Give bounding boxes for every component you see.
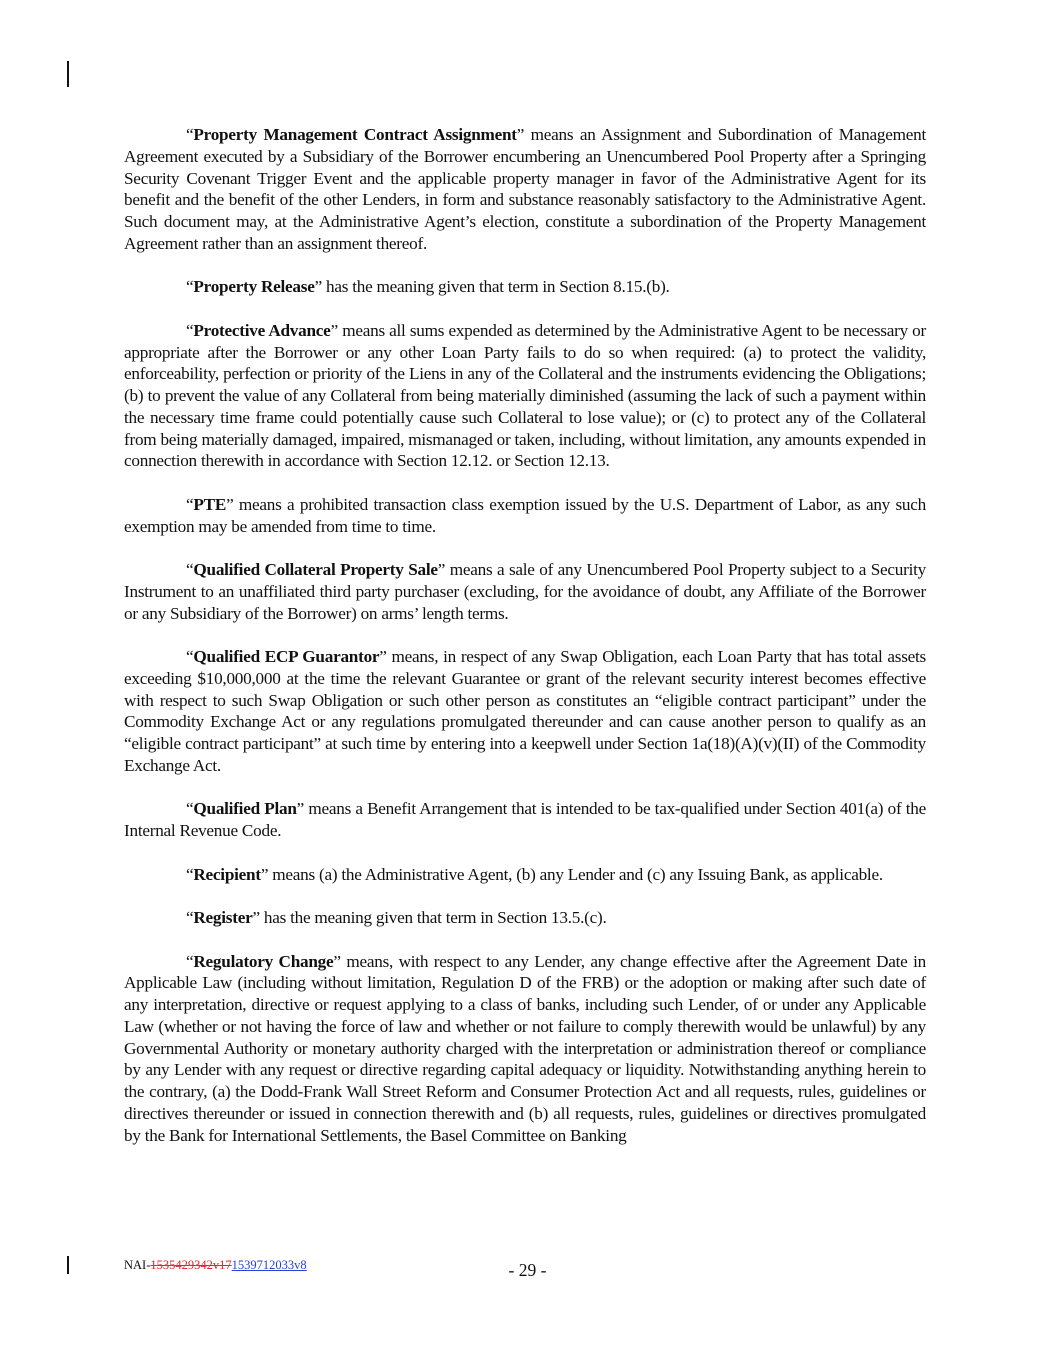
definition-text: means a Benefit Arrangement that is intended to be tax-qualified under Section 401(a) of the Internal Revenue Code.: [124, 799, 926, 840]
defined-term: Property Release: [193, 277, 315, 297]
defined-term: Qualified Plan: [193, 799, 297, 819]
definition-text: means a sale of any Unencumbered Pool Property subject to a Security Instrument to an unaffiliated third party purchaser (excluding, for the avoidance of doubt, any Affiliate of the Borrower or any Subsidiary of the Borrower) on arms’ length terms.: [124, 560, 926, 623]
definition-paragraph: “Regulatory Change” means, with respect to any Lender, any change effective after the Agreement Date in Applicable Law (including without limitation, Regulation D of the FRB) or the adoption or making after such date of any interpretation, directive or request applying to a class of banks, including such Lender, of or under any Applicable Law (whether or not having the force of law and whether or not failure to comply therewith would be unlawful) by any Governmental Authority or monetary authority charged with the interpretation or administration thereof or compliance by any Lender with any request or directive regarding capital adequacy or liquidity. Notwithstanding anything herein to the contrary, (a) the Dodd-Frank Wall Street Reform and Consumer Protection Act and all requests, rules, guidelines or directives thereunder or issued in connection therewith and (b) all requests, rules, guidelines or directives promulgated by the Bank for International Settlements, the Basel Committee on Banking: [124, 951, 926, 1145]
defined-term: PTE: [193, 494, 227, 514]
definition-text: means (a) the Administrative Agent, (b) any Lender and (c) any Issuing Bank, as applicable.: [268, 864, 883, 884]
definition-paragraph: “Qualified Collateral Property Sale” means a sale of any Unencumbered Pool Property subject to a Security Instrument to an unaffiliated third party purchaser (excluding, for the avoidance of doubt, any Affiliate of the Borrower or any Subsidiary of the Borrower) on arms’ length terms.: [124, 560, 926, 623]
definition-text: has the meaning given that term in Section 8.15.(b).: [321, 277, 670, 297]
definition-paragraph: “Protective Advance” means all sums expended as determined by the Administrative Agent to be necessary or appropriate after the Borrower or any other Loan Party fails to do so when required: (a) to protect the validity, enforceability, perfection or priority of the Liens in any of the Collateral and the instruments evidencing the Obligations; (b) to prevent the value of any Collateral from being materially diminished (assuming the lack of such a payment within the necessary time frame could potentially cause such Collateral to lose value); or (c) to protect any of the Collateral from being materially damaged, impaired, mismanaged or taken, including, without limitation, any amounts expended in connection therewith in accordance with Section 12.12. or Section 12.13.: [124, 320, 927, 471]
definition-paragraph: “Qualified ECP Guarantor” means, in respect of any Swap Obligation, each Loan Party that has total assets exceeding $10,000,000 at the time the relevant Guarantee or grant of the relevant security interest becomes effective with respect to such Swap Obligation or such other person as constitutes an “eligible contract participant” under the Commodity Exchange Act or any regulations promulgated thereunder and can cause another person to qualify as an “eligible contract participant” at such time by entering into a keepwell under Section 1a(18)(A)(v)(II) of the Commodity Exchange Act.: [124, 647, 926, 775]
defined-term: Regulatory Change: [193, 951, 334, 971]
page-number: - 29 -: [508, 1260, 547, 1280]
definition-text: means all sums expended as determined by the Administrative Agent to be necessary or appropriate after the Borrower or any other Loan Party fails to do so when required: (a) to protect the validity, enforceability, perfection or priority of the Liens in any of the Collateral and the instruments evidencing the Obligations; (b) to prevent the value of any Collateral from being materially diminished (assuming the lack of such a payment within the necessary time frame could potentially cause such Collateral to lose value); or (c) to protect any of the Collateral from being materially damaged, impaired, mismanaged or taken, including, without limitation, any amounts expended in connection therewith in accordance with Section 12.12. or Section 12.13.: [124, 320, 927, 471]
definition-text: means, in respect of any Swap Obligation, each Loan Party that has total assets exceeding $10,000,000 at the time the relevant Guarantee or grant of the relevant security interest becomes effective with respect to such Swap Obligation or such other person as constitutes an “eligible contract participant” under the Commodity Exchange Act or any regulations promulgated thereunder and can cause another person to qualify as an “eligible contract participant” at such time by entering into a keepwell under Section 1a(18)(A)(v)(II) of the Commodity Exchange Act.: [124, 647, 926, 775]
defined-term: Property Management Contract Assignment: [193, 125, 517, 144]
defined-term: Qualified ECP Guarantor: [193, 647, 380, 666]
definition-paragraph: “Recipient” means (a) the Administrative Agent, (b) any Lender and (c) any Issuing Bank, as applicable.: [186, 864, 883, 884]
document-id-inserted: 1539712033v8: [231, 1258, 307, 1272]
defined-term: Protective Advance: [193, 320, 331, 340]
document-body: [124, 124, 926, 1168]
definition-paragraph: “Property Release” has the meaning given that term in Section 8.15.(b).: [186, 277, 670, 297]
change-bar-top: [67, 61, 69, 87]
definition-paragraph: “PTE” means a prohibited transaction class exemption issued by the U.S. Department of Labor, as any such exemption may be amended from time to time.: [124, 494, 926, 536]
definition-paragraph: “Property Management Contract Assignment” means an Assignment and Subordination of Management Agreement executed by a Subsidiary of the Borrower encumbering an Unencumbered Pool Property after a Springing Security Covenant Trigger Event and the applicable property manager in favor of the Administrative Agent for its benefit and the benefit of the other Lenders, in form and substance reasonably satisfactory to the Administrative Agent. Such document may, at the Administrative Agent’s election, constitute a subordination of the Property Management Agreement rather than an assignment thereof.: [124, 125, 926, 253]
defined-term: Qualified Collateral Property Sale: [193, 560, 438, 579]
defined-term: Recipient: [193, 864, 261, 884]
definition-text: means an Assignment and Subordination of Management Agreement executed by a Subsidiary of the Borrower encumbering an Unencumbered Pool Property after a Springing Security Covenant Trigger Event and the applicable property manager in favor of the Administrative Agent for its benefit and the benefit of the other Lenders, in form and substance reasonably satisfactory to the Administrative Agent. Such document may, at the Administrative Agent’s election, constitute a subordination of the Property Management Agreement rather than an assignment thereof.: [124, 125, 926, 253]
document-id-deleted: 1535429342v17: [150, 1258, 232, 1272]
document-id-prefix: NAI-: [124, 1258, 151, 1272]
definition-paragraph: “Register” has the meaning given that term in Section 13.5.(c).: [186, 908, 607, 927]
definition-text: has the meaning given that term in Section 13.5.(c).: [259, 908, 607, 927]
defined-term: Register: [193, 908, 253, 927]
definition-text: means, with respect to any Lender, any change effective after the Agreement Date in Applicable Law (including without limitation, Regulation D of the FRB) or the adoption or making after such date of any interpretation, directive or request applying to a class of banks, including such Lender, of or under any Applicable Law (whether or not having the force of law and whether or not failure to comply therewith would be unlawful) by any Governmental Authority or monetary authority charged with the interpretation or administration thereof or compliance by any Lender with any request or directive regarding capital adequacy or liquidity. Notwithstanding anything herein to the contrary, (a) the Dodd-Frank Wall Street Reform and Consumer Protection Act and all requests, rules, guidelines or directives thereunder or issued in connection therewith and (b) all requests, rules, guidelines or directives promulgated by the Bank for International Settlements, the Basel Committee on Banking: [124, 951, 926, 1145]
definition-text: means a prohibited transaction class exemption issued by the U.S. Department of Labor, as any such exemption may be amended from time to time.: [124, 494, 926, 536]
definition-paragraph: “Qualified Plan” means a Benefit Arrangement that is intended to be tax-qualified under Section 401(a) of the Internal Revenue Code.: [124, 799, 926, 840]
